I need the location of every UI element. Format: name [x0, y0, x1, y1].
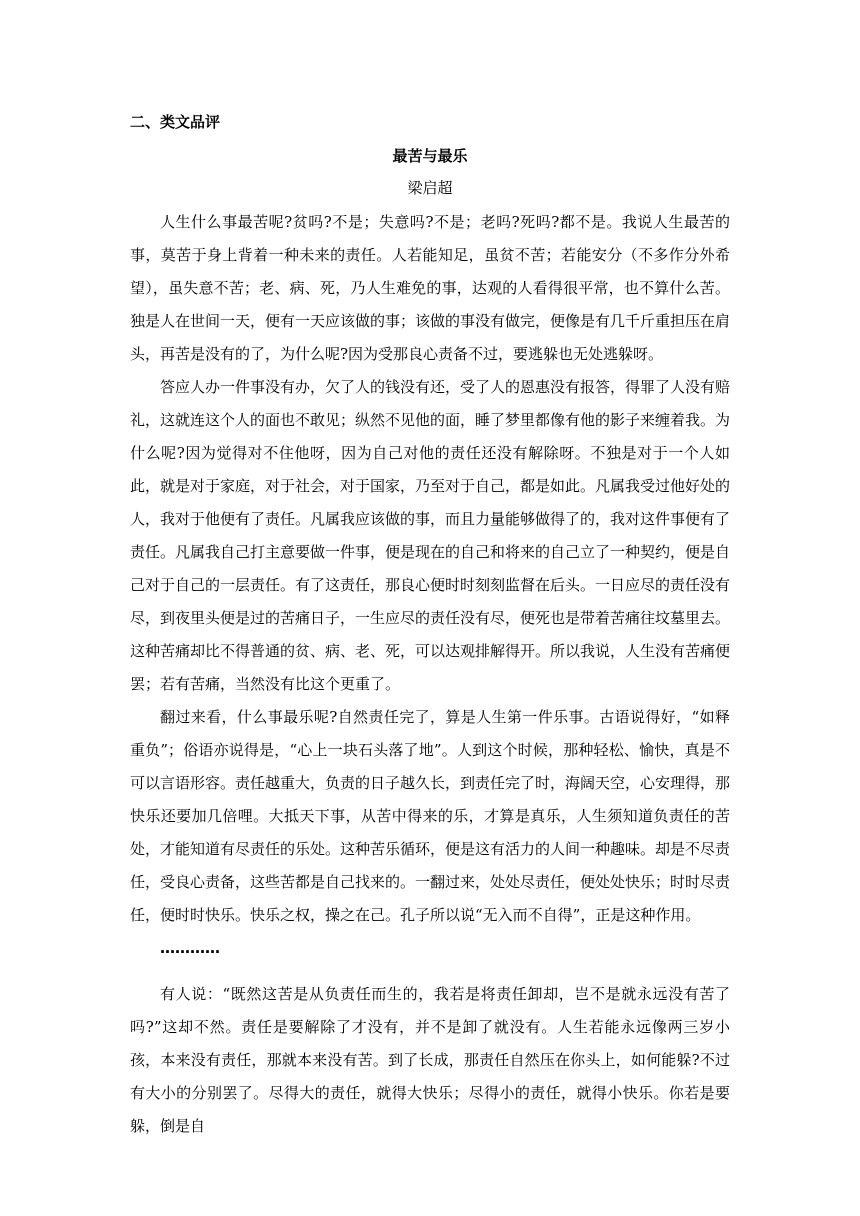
paragraph-4: 有人说：“既然这苦是从负责任而生的，我若是将责任卸却，岂不是就永远没有苦了吗?”这却不然。责任是要解除了才没有，并不是卸了就没有。人生若能永远像两三岁小孩，本来没有责任，那就本来没有苦。到了长成，那责任自然压在你头上，如何能躲?不过有大小的分别罢了。尽得大的责任，就得大快乐；尽得小的责任，就得小快乐。你若是要躲，倒是自: [130, 985, 730, 1135]
article-body: [130, 206, 730, 1143]
paragraph-3: 翻过来看，什么事最乐呢?自然责任完了，算是人生第一件乐事。古语说得好，“如释重负”；俗语亦说得是，“心上一块石头落了地”。人到这个时候，那种轻松、愉快，真是不可以言语形容。责任越重大，负责的日子越久长，到责任完了时，海阔天空，心安理得，那快乐还要加几倍哩。大抵天下事，从苦中得来的乐，才算是真乐，人生须知道负责任的苦处，才能知道有尽责任的乐处。这种苦乐循环，便是这有活力的人间一种趣味。却是不尽责任，受良心责备，这些苦都是自己找来的。一翻过来，处处尽责任，便处处快乐；时时尽责任，便时时快乐。快乐之权，操之在己。孔子所以说“无入而不自得”，正是这种作用。: [130, 708, 731, 924]
section-heading: 二、类文品评: [130, 113, 221, 131]
article-author: 梁启超: [407, 179, 453, 197]
article-title: 最苦与最乐: [392, 147, 468, 165]
paragraph-1: 人生什么事最苦呢?贫吗?不是；失意吗?不是；老吗?死吗?都不是。我说人生最苦的事，莫苦于身上背着一种未来的责任。人若能知足，虽贫不苦；若能安分（不多作分外希望），虽失意不苦；老、病、死，乃人生难免的事，达观的人看得很平常，也不算什么苦。独是人在世间一天，便有一天应该做的事；该做的事没有做完，便像是有几千斤重担压在肩头，再苦是没有的了，为什么呢?因为受那良心责备不过，要逃躲也无处逃躲呀。: [130, 213, 731, 363]
omission-ellipsis: …………: [160, 939, 220, 957]
paragraph-2: 答应人办一件事没有办，欠了人的钱没有还，受了人的恩惠没有报答，得罪了人没有赔礼，这就连这个人的面也不敢见；纵然不见他的面，睡了梦里都像有他的影子来缠着我。为什么呢?因为觉得对不住他呀，因为自己对他的责任还没有解除呀。不独是对于一个人如此，就是对于家庭，对于社会，对于国家，乃至对于自己，都是如此。凡属我受过他好处的人，我对于他便有了责任。凡属我应该做的事，而且力量能够做得了的，我对这件事便有了责任。凡属我自己打主意要做一件事，便是现在的自己和将来的自己立了一种契约，便是自己对于自己的一层责任。有了这责任，那良心便时时刻刻监督在后头。一日应尽的责任没有尽，到夜里头便是过的苦痛日子，一生应尽的责任没有尽，便死也是带着苦痛往坟墓里去。这种苦痛却比不得普通的贫、病、老、死，可以达观排解得开。所以我说，人生没有苦痛便罢；若有苦痛，当然没有比这个更重了。: [130, 378, 731, 693]
